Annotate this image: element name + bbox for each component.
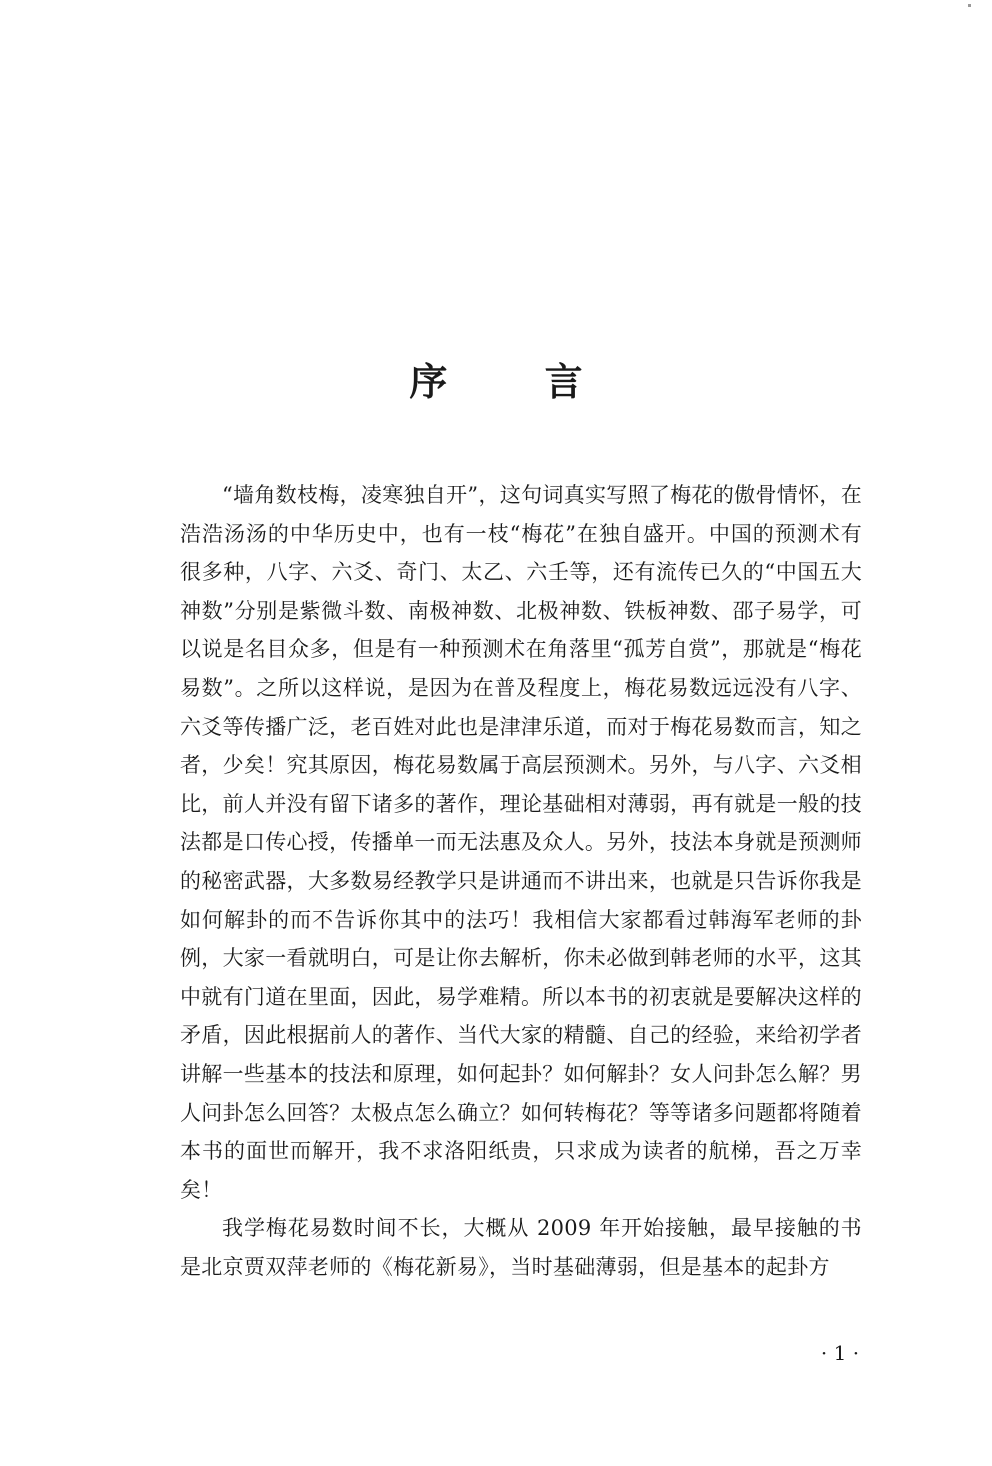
page-title: 序 言 xyxy=(409,360,625,404)
paragraph-2: 我学梅花易数时间不长，大概从 2009 年开始接触，最早接触的书是北京贾双萍老师的《梅花新易》，当时基础薄弱，但是基本的起卦方 xyxy=(180,1216,862,1279)
paragraph-1: “墙角数枝梅，凌寒独自开”，这句词真实写照了梅花的傲骨情怀，在浩浩汤汤的中华历史中，也有一枝“梅花”在独自盛开。中国的预测术有很多种，八字、六爻、奇门、太乙、六壬等，还有流传已久的“中国五大神数”分别是紫微斗数、南极神数、北极神数、铁板神数、邵子易学，可以说是名目众多，但是有一种预测术在角落里“孤芳自赏”，那就是“梅花易数”。之所以这样说，是因为在普及程度上，梅花易数远远没有八字、六爻等传播广泛，老百姓对此也是津津乐道，而对于梅花易数而言，知之者，少矣！究其原因，梅花易数属于高层预测术。另外，与八字、六爻相比，前人并没有留下诸多的著作，理论基础相对薄弱，再有就是一般的技法都是口传心授，传播单一而无法惠及众人。另外，技法本身就是预测师的秘密武器，大多数易经教学只是讲通而不讲出来，也就是只告诉你我是如何解卦的而不告诉你其中的法巧！我相信大家都看过韩海军老师的卦例，大家一看就明白，可是让你去解析，你未必做到韩老师的水平，这其中就有门道在里面，因此，易学难精。所以本书的初衷就是要解决这样的矛盾，因此根据前人的著作、当代大家的精髓、自己的经验，来给初学者讲解一些基本的技法和原理，如何起卦？如何解卦？女人问卦怎么解？男人问卦怎么回答？太极点怎么确立？如何转梅花？等等诸多问题都将随着本书的面世而解开，我不求洛阳纸贵，只求成为读者的航梯，吾之万幸矣！ xyxy=(180,483,862,1202)
scan-corner-mark xyxy=(968,4,971,7)
page-number: · 1 · xyxy=(820,1341,860,1365)
preface-body xyxy=(180,476,862,1286)
